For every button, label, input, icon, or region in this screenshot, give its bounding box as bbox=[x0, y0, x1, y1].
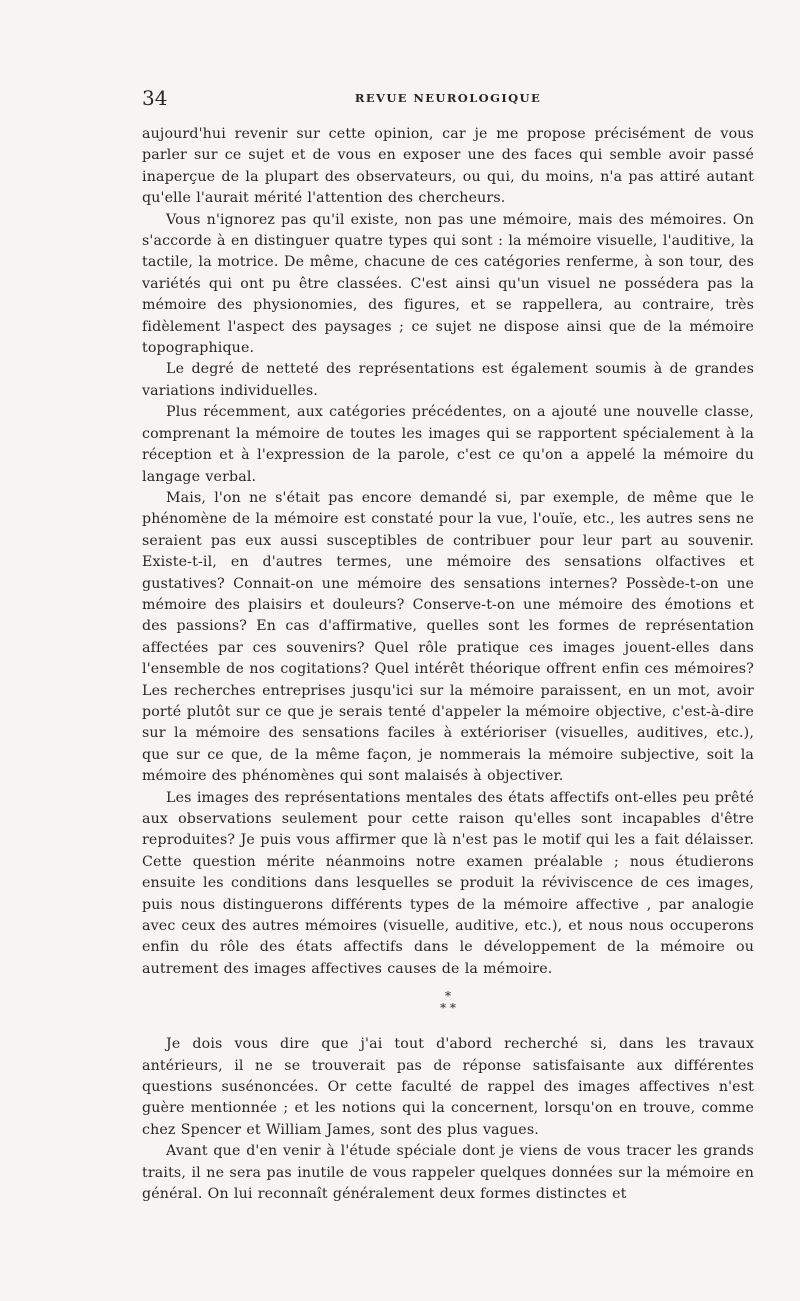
paragraph-4: Plus récemment, aux catégories précédentes, on a ajouté une nouvelle classe, comprenant la mémoire de toutes les images qui se rapportent spécialement à la réception et à l'expression de la parole, c'est ce qu'on a appelé la mémoire du langage verbal. bbox=[142, 404, 754, 485]
paragraph-1: aujourd'hui revenir sur cette opinion, car je me propose précisément de vous parler sur ce sujet et de vous en exposer une des faces qui semble avoir passé inaperçue de la plupart des observateurs, ou qui, du moins, n'a pas attiré autant qu'elle l'aurait mérité l'attention des chercheurs. bbox=[142, 126, 754, 207]
separator-stars-bottom: * * bbox=[440, 1001, 456, 1016]
section-separator bbox=[142, 980, 754, 1022]
paragraph-6: Les images des représentations mentales des états affectifs ont-elles peu prêté aux observations seulement pour cette raison qu'elles sont incapables d'être reproduites? Je puis vous affirmer que là n'est pas le motif qui les a fait délaisser. Cette question mérite néanmoins notre examen préalable ; nous étudierons ensuite les conditions dans lesquelles se produit la réviviscence de ces images, puis nous distinguerons différents types de la mémoire affective , par analogie avec ceux des autres mémoires (visuelle, auditive, etc.), et nous nous occuperons enfin du rôle des états affectifs dans le développement de la mémoire ou autrement des images affectives causes de la mémoire. bbox=[142, 789, 754, 977]
section-gap bbox=[142, 1022, 754, 1034]
paragraph-8: Avant que d'en venir à l'étude spéciale dont je viens de vous tracer les grands traits, il ne sera pas inutile de vous rappeler quelques données sur la mémoire en général. On lui reconnaît généralement deux formes distinctes et bbox=[142, 1143, 754, 1203]
paragraph-3: Le degré de netteté des représentations est également soumis à de grandes variations individuelles. bbox=[142, 361, 754, 399]
running-title: REVUE NEUROLOGIQUE bbox=[354, 91, 542, 105]
paragraph-5: Mais, l'on ne s'était pas encore demandé si, par exemple, de même que le phénomène de la mémoire est constaté pour la vue, l'ouïe, etc., les autres sens ne seraient pas eux aussi susceptibles de contribuer pour leur part au souvenir. Existe-t-il, en d'autres termes, une mémoire des sensations olfactives et gustatives? Connait-on une mémoire des sensations internes? Possède-t-on une mémoire des plaisirs et douleurs? Conserve-t-on une mémoire des émotions et des passions? En cas d'affirmative, quelles sont les formes de représentation affectées par ces souvenirs? Quel rôle pratique ces images jouent-elles dans l'ensemble de nos cogitations? Quel intérêt théorique offrent enfin ces mémoires? Les recherches entreprises jusqu'ici sur la mémoire paraissent, en un mot, avoir porté plutôt sur ce que je serais tenté d'appeler la mémoire objective, c'est-à-dire sur la mémoire des sensations faciles à extérioriser (visuelles, auditives, etc.), que sur ce que, de la même façon, je nommerais la mémoire subjective, soit la mémoire des phénomènes qui sont malaisés à objectiver. bbox=[142, 489, 754, 785]
running-header bbox=[142, 84, 754, 110]
paragraph-2: Vous n'ignorez pas qu'il existe, non pas une mémoire, mais des mémoires. On s'accorde à en distinguer quatre types qui sont : la mémoire visuelle, l'auditive, la tactile, la motrice. De même, chacune de ces catégories renferme, à son tour, des variétés qui ont pu être classées. C'est ainsi qu'un visuel ne possédera pas la mémoire des physionomies, des figures, et se rappellera, au contraire, très fidèlement l'aspect des paysages ; ce sujet ne dispose ainsi que de la mémoire topographique. bbox=[142, 211, 754, 357]
separator-star-top: * bbox=[445, 989, 451, 1004]
page-number: 34 bbox=[142, 86, 168, 110]
body-text bbox=[142, 124, 754, 1206]
paragraph-7: Je dois vous dire que j'ai tout d'abord recherché si, dans les travaux antérieurs, il ne se trouverait pas de réponse satisfaisante aux différentes questions susénoncées. Or cette faculté de rappel des images affectives n'est guère mentionnée ; et les notions qui la concernent, lorsqu'on en trouve, comme chez Spencer et William James, sont des plus vagues. bbox=[142, 1036, 754, 1138]
